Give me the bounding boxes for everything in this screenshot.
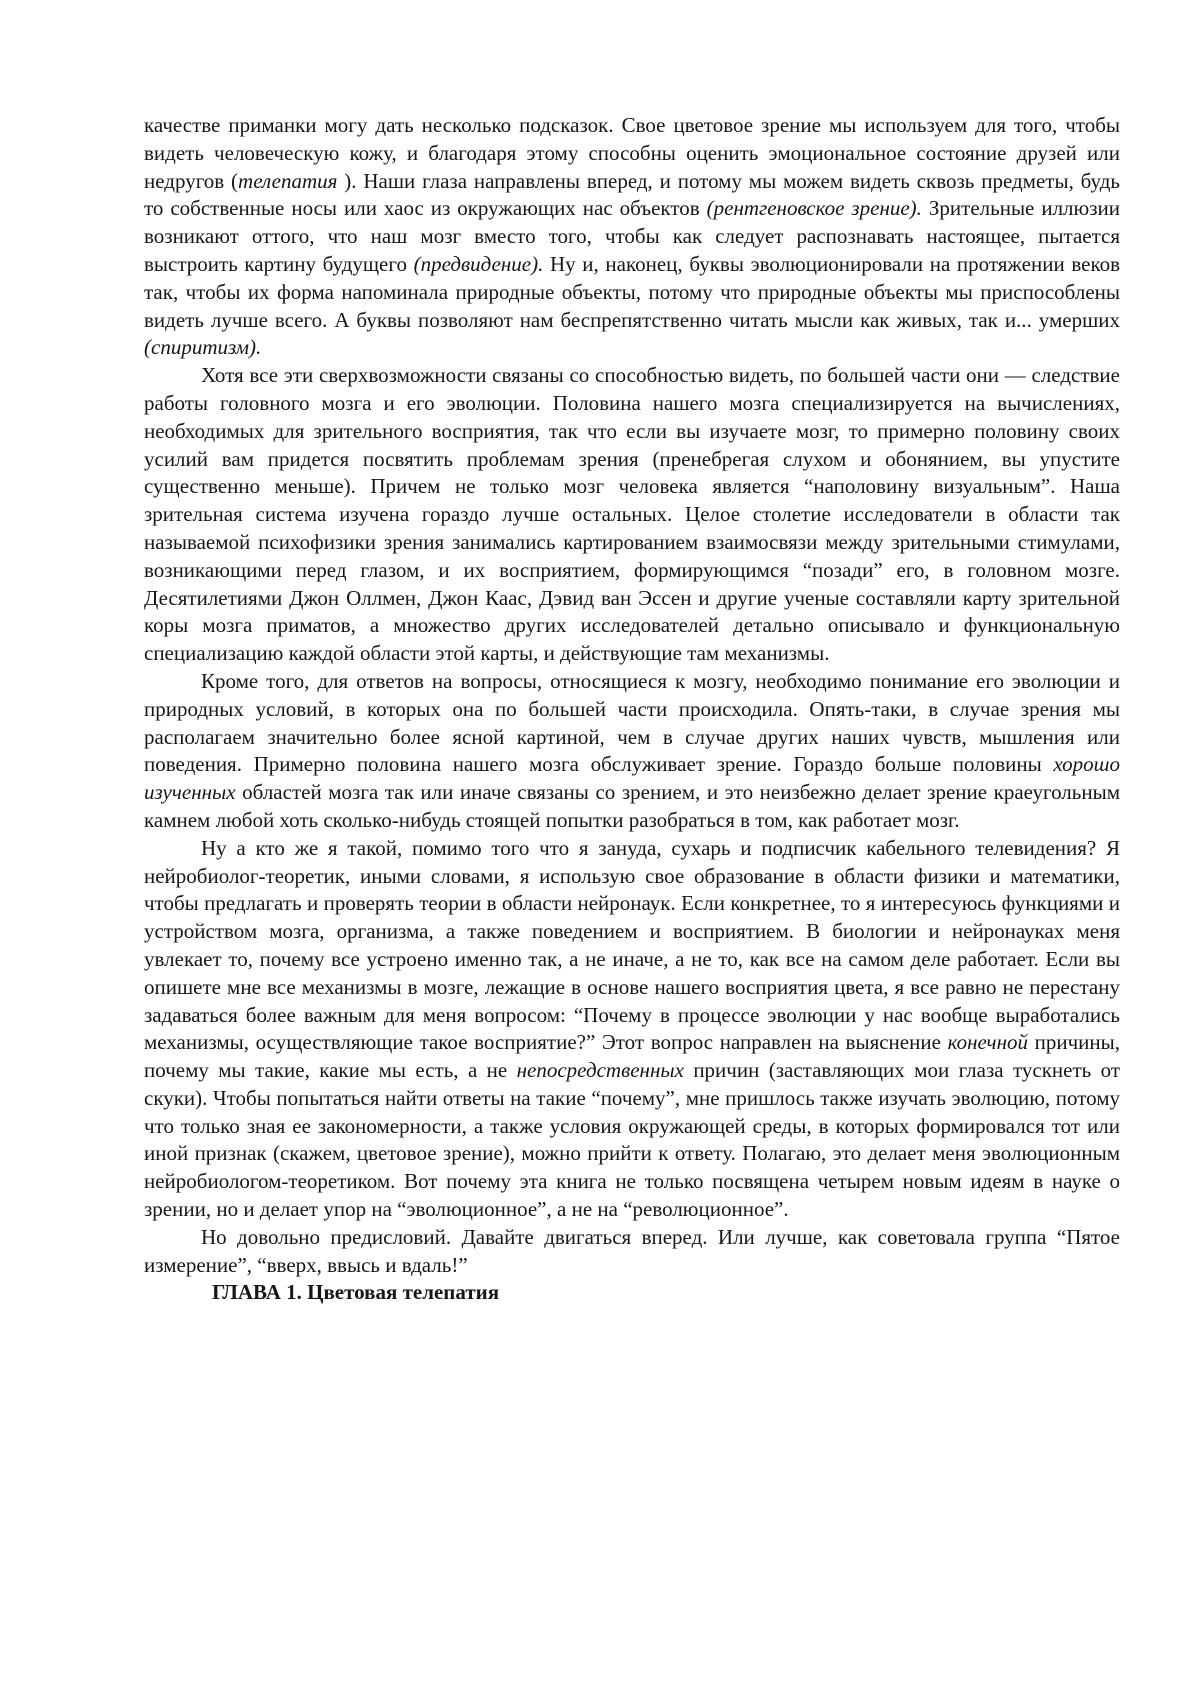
italic-term: телепатия xyxy=(238,168,338,193)
paragraph-2: Хотя все эти сверхвозможности связаны со способностью видеть, по большей части они — следствие работы головного мозга и его эволюции. Половина нашего мозга специализируется на вычислениях, необходимых для зрительного восприятия, так что если вы изучаете мозг, то примерно половину своих усилий вам придется посвятить проблемам зрения (пренебрегая слухом и обонянием, вы упустите существенно меньше). Причем не только мозг человека является “наполовину визуальным”. Наша зрительная система изучена гораздо лучше остальных. Целое столетие исследователи в области так называемой психофизики зрения занимались картированием взаимосвязи между зрительными стимулами, возникающими перед глазом, и их восприятием, формирующимся “позади” его, в головном мозге. Десятилетиями Джон Оллмен, Джон Каас, Дэвид ван Эссен и другие ученые составляли карту зрительной коры мозга приматов, а множество других исследователей детально описывало и функциональную специализацию каждой области этой карты, и действующие там механизмы. xyxy=(144,363,1120,666)
paragraph-1: качестве приманки могу дать несколько подсказок. Свое цветовое зрение мы используем для того, чтобы видеть человеческую кожу, и благодаря этому способны оценить эмоциональное состояние друзей или недругов (телепатия ). Наши глаза направлены вперед, и потому мы можем видеть сквозь предметы, будь то собственные носы или хаос из окружающих нас объектов (рентгеновское зрение). Зрительные иллюзии возникают оттого, что наш мозг вместо того, чтобы как следует распознавать настоящее, пытается выстроить картину будущего (предвидение). Ну и, наконец, буквы эволюционировали на протяжении веков так, чтобы их форма напоминала природные объекты, потому что природные объекты мы приспособлены видеть лучше всего. А буквы позволяют нам беспрепятственно читать мысли как живых, так и... умерших (спиритизм). xyxy=(144,113,1121,360)
paragraph-3: Кроме того, для ответов на вопросы, относящиеся к мозгу, необходимо понимание его эволюции и природных условий, в которых она по большей части происходила. Опять-таки, в случае зрения мы располагаем значительно более ясной картиной, чем в случае других наших чувств, мышления или поведения. Примерно половина нашего мозга обслуживает зрение. Гораздо больше половины хорошо изученных областей мозга так или иначе связаны со зрением, и это неизбежно делает зрение краеугольным камнем любой хоть сколько-нибудь стоящей попытки разобраться в том, как работает мозг. xyxy=(144,668,1120,832)
paragraph-4: Ну а кто же я такой, помимо того что я зануда, сухарь и подписчик кабельного телевидения? Я нейробиолог-теоретик, иными словами, я использую свое образование в области физики и математики, чтобы предлагать и проверять теории в области нейронаук. Если конкретнее, то я интересуюсь функциями и устройством мозга, организма, а также поведением и восприятием. В биологии и нейронауках меня увлекает то, почему все устроено именно так, а не иначе, а не то, как все на самом деле работает. Если вы опишете мне все механизмы в мозге, лежащие в основе нашего восприятия цвета, я все равно не перестану задаваться более важным для меня вопросом: “Почему в процессе эволюции у нас вообще выработались механизмы, осуществляющие такое восприятие?” Этот вопрос направлен на выяснение конечной причины, почему мы такие, какие мы есть, а не непосредственных причин (заставляющих мои глаза тускнеть от скуки). Чтобы попытаться найти ответы на такие “почему”, мне пришлось также изучать эволюцию, потому что только зная ее закономерности, а также условия окружающей среды, в которых формировался тот или иной признак (скажем, цветовое зрение), можно прийти к ответу. Полагаю, это делает меня эволюционным нейробиологом-теоретиком. Вот почему эта книга не только посвящена четырем новым идеям в науке о зрении, но и делает упор на “эволюционное”, а не на “революционное”. xyxy=(144,835,1121,1222)
italic-term: хорошо изученных xyxy=(144,752,1120,805)
italic-term: (спиритизм). xyxy=(144,335,262,360)
paragraph-5: Но довольно предисловий. Давайте двигаться вперед. Или лучше, как советовала группа “Пятое измерение”, “вверх, ввысь и вдаль!” xyxy=(144,1224,1120,1277)
document-page xyxy=(144,112,1120,1307)
italic-term: (предвидение). xyxy=(413,251,544,276)
italic-term: (рентгеновское зрение). xyxy=(706,196,922,221)
italic-term: конечной xyxy=(947,1030,1028,1055)
italic-term: непосредственных xyxy=(516,1058,684,1083)
chapter-heading: ГЛАВА 1. Цветовая телепатия xyxy=(212,1280,500,1305)
